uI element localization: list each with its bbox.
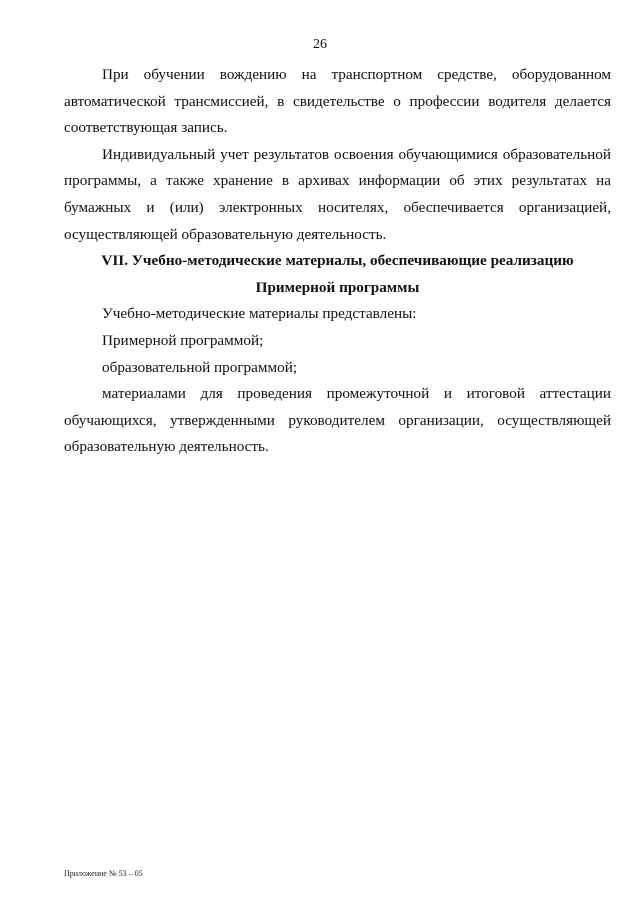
section-title-line1: VII. Учебно-методические материалы, обеспечивающие реализацию [101, 252, 574, 270]
paragraph-individual-records: Индивидуальный учет результатов освоения обучающимися образовательной программы, а также хранение в архивах информации об этих результатах на бумажных и (или) электронных носителях, обеспечивается организацией, осуществляющей образовательную деятельность. [64, 145, 611, 243]
paragraph-attestation-materials: материалами для проведения промежуточной и итоговой аттестации обучающихся, утвержденными руководителем организации, осуществляющей образовательную деятельность. [64, 385, 611, 456]
section-title-line2: Примерной программы [255, 278, 420, 296]
list-intro: Учебно-методические материалы представлены: [102, 305, 417, 323]
footer-appendix-label: Приложение № 53 – 05 [64, 869, 143, 878]
page-number: 26 [313, 37, 327, 52]
document-body [64, 62, 611, 461]
list-item: Примерной программой; [102, 331, 264, 349]
paragraph-automatic-transmission: При обучении вождению на транспортном средстве, оборудованном автоматической трансмиссией, в свидетельстве о профессии водителя делается соответствующая запись. [64, 66, 611, 137]
list-item: образовательной программой; [102, 358, 298, 376]
